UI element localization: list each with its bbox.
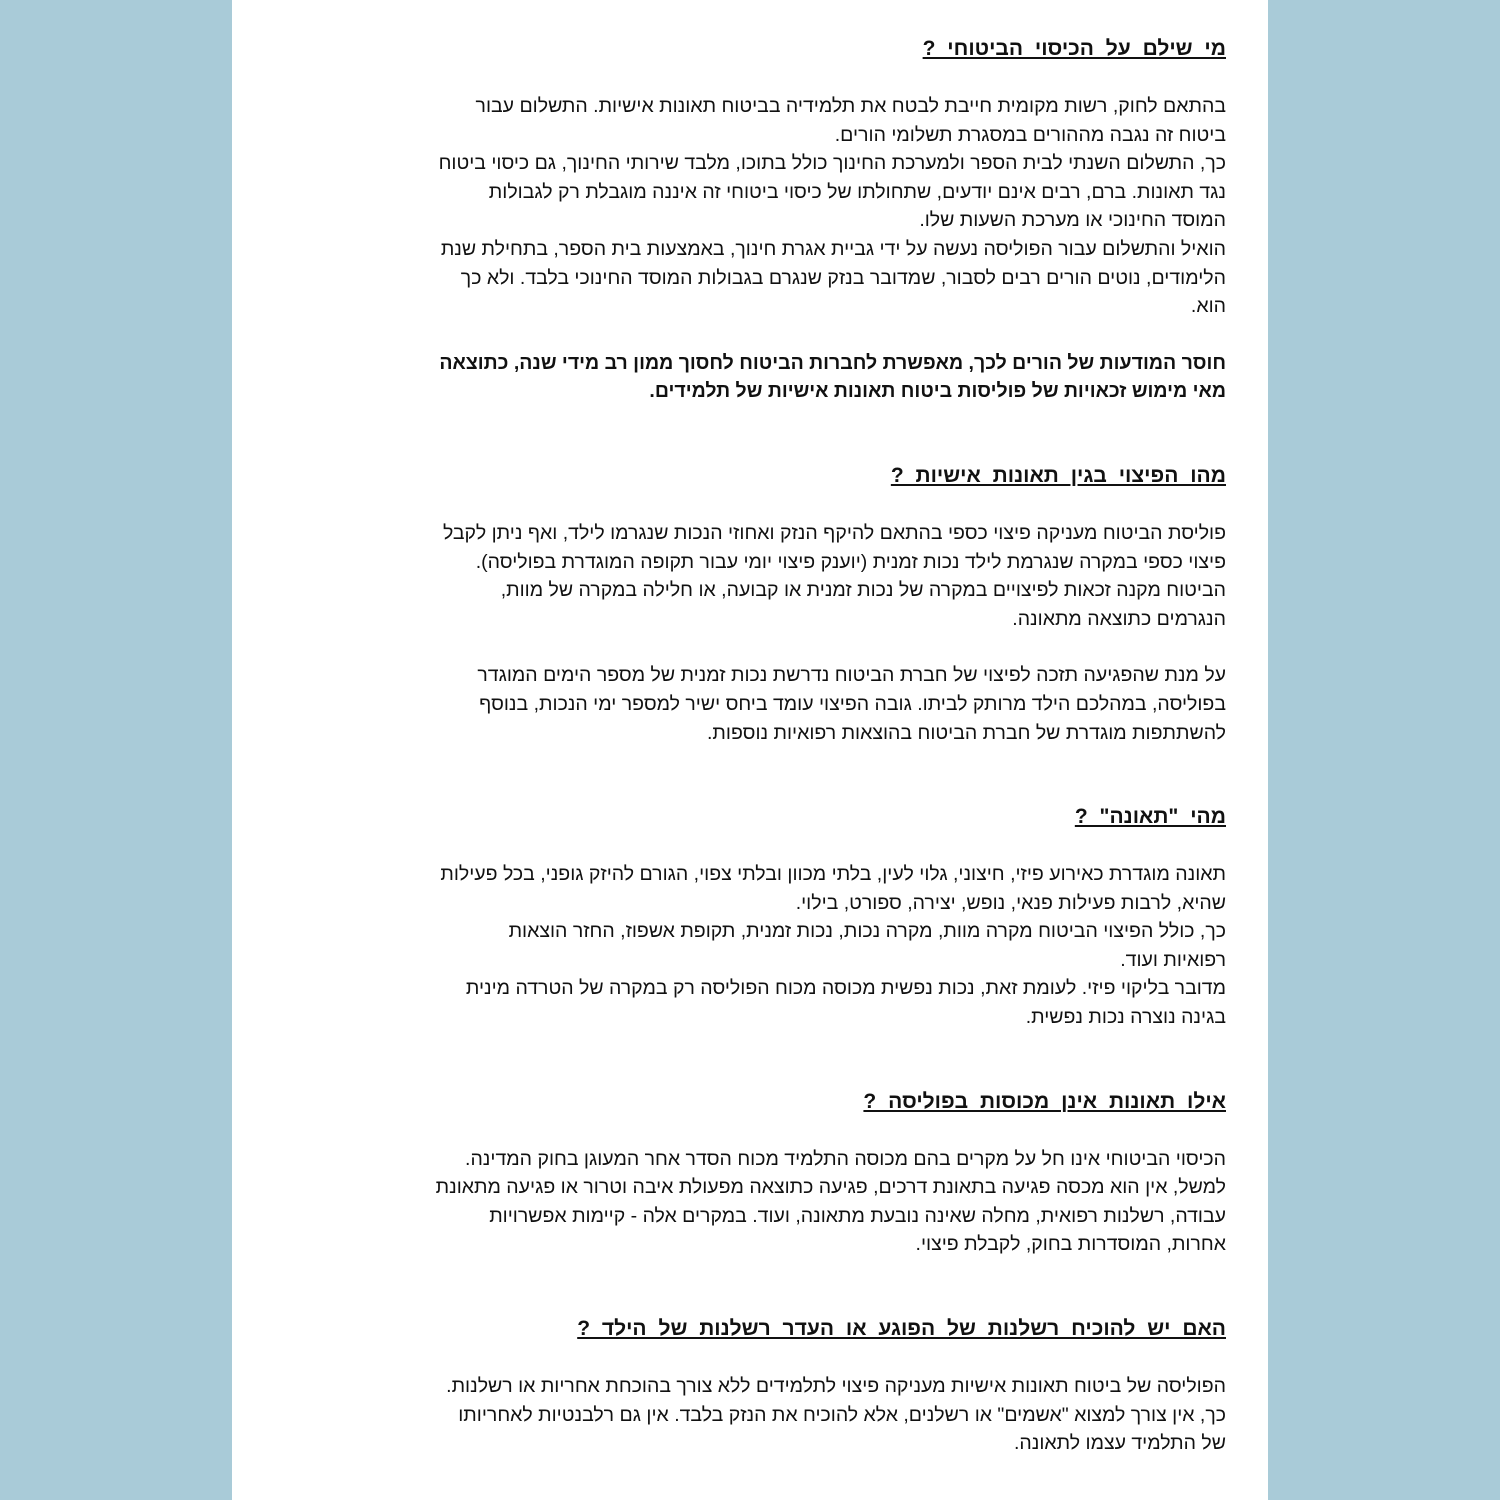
paragraph-line: על מנת שהפגיעה תזכה לפיצוי של חברת הביטוח נדרשת נכות זמנית של מספר הימים המוגדר	[477, 664, 1226, 687]
paragraph-line: כך, כולל הפיצוי הביטוח מקרה מוות, מקרה נכות, נכות זמנית, תקופת אשפוז, החזר הוצאות	[508, 920, 1226, 943]
paragraph-line: בהתאם לחוק, רשות מקומית חייבת לבטח את תלמידיה בביטוח תאונות אישיות. התשלום עבור	[475, 95, 1226, 117]
paragraph-line: בפוליסה, במהלכם הילד מרותק לביתו. גובה הפיצוי עומד ביחס ישיר למספר ימי הנכות, בנוסף	[479, 692, 1226, 715]
paragraph-line: כך, התשלום השנתי לבית הספר ולמערכת החינוך כולל בתוכו, מלבד שירותי החינוך, גם כיסוי ביטוח	[438, 152, 1226, 175]
section-heading: מהי "תאונה" ?	[1074, 805, 1226, 829]
paragraph-line: עבודה, רשלנות רפואית, מחלה שאינה נובעת מתאונה, ועוד. במקרים אלה - קיימות אפשרויות	[489, 1204, 1226, 1227]
paragraph-line: תאונה מוגדרת כאירוע פיזי, חיצוני, גלוי לעין, בלתי מכוון ובלתי צפוי, הגורם להיזק גופני, בכל פעילות	[440, 863, 1226, 886]
paragraph-line: כך, אין צורך למצוא "אשמים" או רשלנים, אלא להוכיח את הנזק בלבד. אין גם רלבנטיות לאחריותו	[458, 1403, 1226, 1426]
paragraph-line: הוא.	[1190, 295, 1226, 318]
bold-paragraph-line: מאי מימוש זכאויות של פוליסות ביטוח תאונות אישיות של תלמידים.	[649, 380, 1226, 403]
paragraph-line: אחרות, המוסדרות בחוק, לקבלת פיצוי.	[915, 1233, 1226, 1256]
section-who-paid	[272, 34, 1226, 406]
section-heading: אילו תאונות אינן מכוסות בפוליסה ?	[863, 1089, 1226, 1113]
section-what-is-accident	[272, 802, 1226, 1032]
section-not-covered	[272, 1087, 1226, 1259]
paragraph-line: פוליסת הביטוח מעניקה פיצוי כספי בהתאם להיקף הנזק ואחוזי הנכות שנגרמו לילד, ואף ניתן לקבל	[442, 521, 1226, 544]
paragraph-line: למשל, אין הוא מכסה פגיעה בתאונת דרכים, פגיעה כתוצאה מפעולת איבה וטרור או פגיעה מתאונת	[435, 1176, 1226, 1199]
paragraph-line: הואיל והתשלום עבור הפוליסה נעשה על ידי גביית אגרת חינוך, באמצעות בית הספר, בתחילת שנת	[440, 237, 1226, 260]
bold-paragraph-line: חוסר המודעות של הורים לכך, מאפשרת לחברות הביטוח לחסוך ממון רב מידי שנה, כתוצאה	[439, 351, 1226, 374]
paragraph-line: הנגרמים כתוצאה מתאונה.	[1012, 607, 1226, 630]
paragraph-line: להשתתפות מוגדרת של חברת הביטוח בהוצאות רפואיות נוספות.	[707, 721, 1226, 744]
section-heading: מהו הפיצוי בגין תאונות אישיות ?	[890, 463, 1226, 487]
paragraph-line: הכיסוי הביטוחי אינו חל על מקרים בהם מכוסה התלמיד מכוח הסדר אחר המעוגן בחוק המדינה.	[465, 1147, 1226, 1170]
section-heading: מי שילם על הכיסוי הביטוחי ?	[922, 37, 1226, 60]
paragraph-line: מדובר בליקוי פיזי. לעומת זאת, נכות נפשית מכוסה מכוח הפוליסה רק במקרה של הטרדה מינית	[465, 977, 1226, 1000]
paragraph-line: ביטוח זה נגבה מההורים במסגרת תשלומי הורים.	[834, 123, 1226, 146]
paragraph-line: המוסד החינוכי או מערכת השעות שלו.	[919, 209, 1226, 232]
paragraph-line: של התלמיד עצמו לתאונה.	[1014, 1432, 1226, 1455]
paragraph-line: שהיא, לרבות פעילות פנאי, נופש, יצירה, ספורט, בילוי.	[795, 891, 1226, 914]
paragraph-line: בגינה נוצרה נכות נפשית.	[1025, 1006, 1226, 1029]
paragraph-line: נגד תאונות. ברם, רבים אינם יודעים, שתחולתו של כיסוי ביטוחי זה איננה מוגבלת רק לגבולות	[488, 180, 1226, 203]
section-heading: האם יש להוכיח רשלנות של הפוגע או העדר רשלנות של הילד ?	[577, 1317, 1226, 1341]
paragraph-line: הביטוח מקנה זכאות לפיצויים במקרה של נכות זמנית או קבועה, או חלילה במקרה של מוות,	[500, 579, 1226, 602]
paragraph-line: הלימודים, נוטים הורים רבים לסבור, שמדובר בנזק שנגרם בגבולות המוסד החינוכי בלבד. ולא כך	[460, 266, 1226, 289]
paragraph-line: הפוליסה של ביטוח תאונות אישיות מעניקה פיצוי לתלמידים ללא צורך בהוכחת אחריות או רשלנות.	[446, 1375, 1226, 1398]
section-negligence	[272, 1314, 1226, 1458]
paragraph-line: רפואיות ועוד.	[1120, 948, 1226, 971]
document-page	[232, 0, 1268, 1500]
section-compensation	[272, 461, 1226, 747]
paragraph-line: פיצוי כספי במקרה שנגרמת לילד נכות זמנית (יוענק פיצוי יומי עבור תקופה המוגדרת בפוליסה).	[475, 550, 1226, 573]
